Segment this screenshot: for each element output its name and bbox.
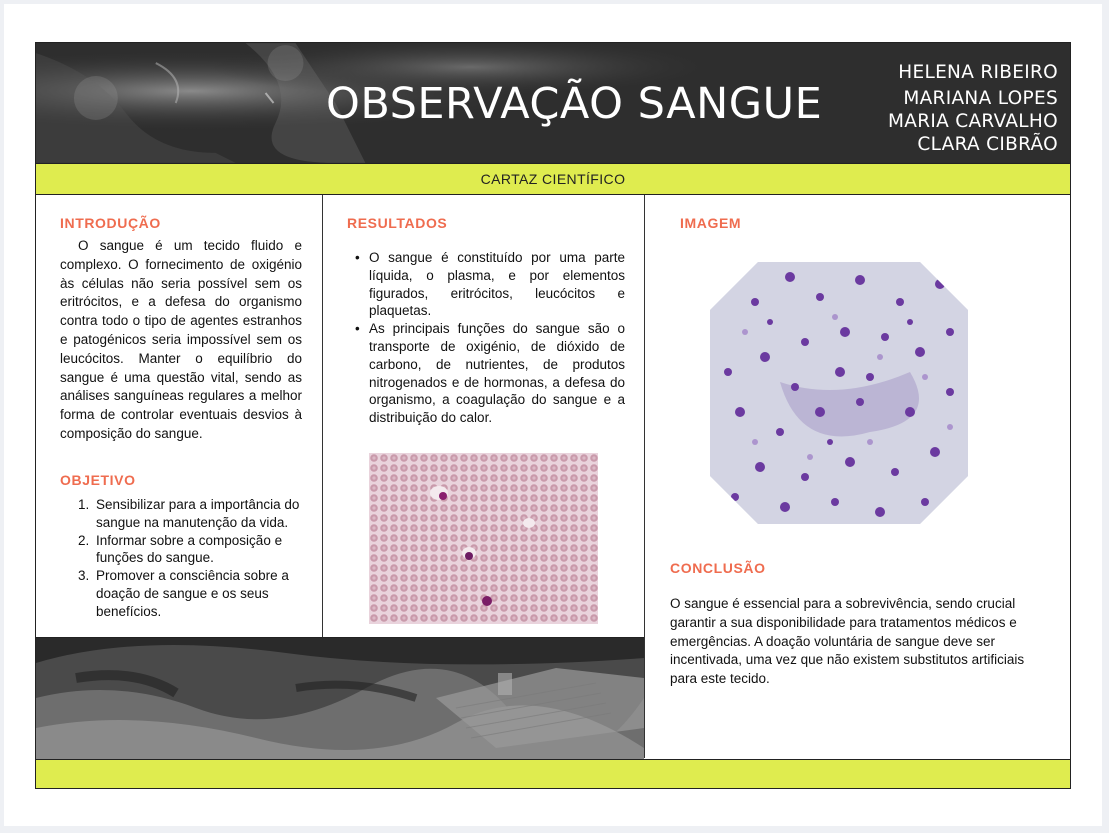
conclusion-heading: CONCLUSÃO: [670, 560, 766, 576]
image-heading: IMAGEM: [680, 215, 742, 231]
author-name: MARIANA LOPES: [903, 88, 1058, 109]
objective-heading: OBJETIVO: [60, 472, 136, 488]
objective-list: [78, 496, 306, 621]
landscape-photo: [36, 637, 644, 759]
subtitle-band: CARTAZ CIENTÍFICO: [36, 163, 1070, 195]
list-item: 1. Sensibilizar para a importância do sangue na manutenção da vida.: [78, 497, 300, 530]
intro-paragraph: O sangue é um tecido fluido e complexo. O fornecimento de oxigénio às células não seria possível sem os eritrócitos, e a defesa do organismo contra todo o tipo de agentes estranhos e patogénicos seria impossível sem os leucócitos. Manter o equilíbrio do sangue é uma questão vital, sendo as análises sanguíneas regulares a melhor forma de controlar eventuais desvios à composição do sangue.: [60, 238, 302, 441]
list-item: 2. Informar sobre a composição e funções do sangue.: [78, 532, 283, 566]
poster-header: [36, 43, 1070, 163]
author-name: HELENA RIBEIRO: [898, 62, 1058, 83]
results-heading: RESULTADOS: [347, 215, 448, 231]
list-item: • As principais funções do sangue são o transporte de oxigénio, de dióxido de carbono, de nutrientes, de produtos nitrogenados e de hormonas, a defesa do organismo, a coagulação do sangue e a distribuição do calor.: [355, 321, 625, 426]
intro-text: [60, 237, 302, 444]
poster-title: OBSERVAÇÃO SANGUE: [326, 79, 823, 129]
author-list: [888, 61, 1058, 156]
author-name: MARIA CARVALHO: [888, 111, 1058, 132]
author-name: CLARA CIBRÃO: [917, 134, 1058, 155]
microscope-image: [710, 262, 968, 524]
footer-band: [36, 759, 1070, 789]
column-divider: [644, 195, 645, 758]
list-item: • O sangue é constituído por uma parte líquida, o plasma, e por elementos figurados, eritrócitos, leucócitos e plaquetas.: [355, 250, 625, 319]
intro-heading: INTRODUÇÃO: [60, 215, 161, 231]
blood-smear-image: [369, 453, 598, 624]
aerial-landscape-image: [36, 638, 644, 759]
science-poster: [35, 42, 1071, 789]
results-list: [355, 249, 625, 427]
column-divider: [322, 195, 323, 637]
conclusion-text: O sangue é essencial para a sobrevivência, sendo crucial garantir a sua disponibilidade para tratamentos médicos e emergências. A doação voluntária de sangue deve ser incentivada, uma vez que não existem substitutos artificiais para este tecido.: [670, 596, 1025, 687]
list-item: 3. Promover a consciência sobre a doação de sangue e os seus benefícios.: [78, 568, 289, 619]
